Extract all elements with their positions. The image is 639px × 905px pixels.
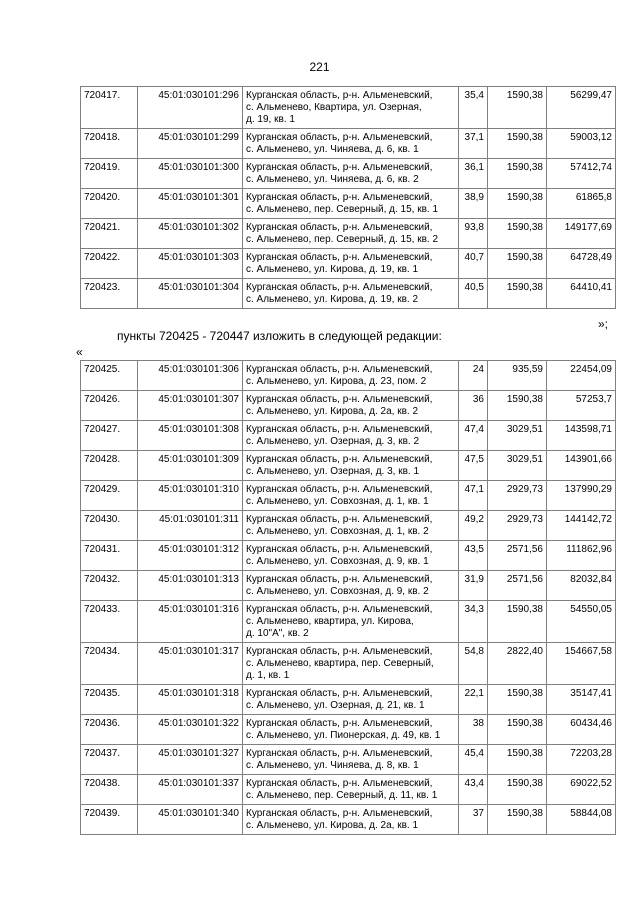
table-row: [81, 571, 616, 601]
price-per-unit-cell: 1590,38: [488, 685, 547, 715]
cadastral-number-cell: 45:01:030101:311: [138, 511, 243, 541]
item-number-cell: 720438.: [81, 775, 138, 805]
item-number-cell: 720427.: [81, 421, 138, 451]
cadastral-number-cell: 45:01:030101:304: [138, 279, 243, 309]
area-cell: 40,5: [459, 279, 488, 309]
cadastral-number-cell: 45:01:030101:301: [138, 189, 243, 219]
area-cell: 40,7: [459, 249, 488, 279]
address-line: Курганская область, р-н. Альменевский,: [246, 544, 433, 555]
area-cell: 38,9: [459, 189, 488, 219]
cadastral-value-cell: 57412,74: [547, 159, 616, 189]
address-line: Курганская область, р-н. Альменевский,: [246, 90, 433, 101]
table-row: [81, 189, 616, 219]
cadastral-value-cell: 58844,08: [547, 805, 616, 835]
cadastral-number-cell: 45:01:030101:337: [138, 775, 243, 805]
address-line: д. 1, кв. 1: [246, 670, 290, 681]
page-number: 221: [309, 60, 330, 74]
area-cell: 43,5: [459, 541, 488, 571]
cadastral-value-cell: 72203,28: [547, 745, 616, 775]
address-line: с. Альменево, пер. Северный, д. 15, кв. 1: [246, 204, 439, 215]
address-line: Курганская область, р-н. Альменевский,: [246, 364, 433, 375]
price-per-unit-cell: 2822,40: [488, 643, 547, 685]
table-row: [81, 643, 616, 685]
price-per-unit-cell: 2571,56: [488, 571, 547, 601]
address-cell: [243, 571, 459, 601]
table-row: [81, 775, 616, 805]
area-cell: 35,4: [459, 87, 488, 129]
item-number-cell: 720423.: [81, 279, 138, 309]
price-per-unit-cell: 2571,56: [488, 541, 547, 571]
area-cell: 38: [459, 715, 488, 745]
cadastral-number-cell: 45:01:030101:317: [138, 643, 243, 685]
table-row: [81, 511, 616, 541]
address-line: Курганская область, р-н. Альменевский,: [246, 424, 433, 435]
cadastral-number-cell: 45:01:030101:296: [138, 87, 243, 129]
amendment-instruction: пункты 720425 - 720447 изложить в следующей редакции:: [117, 329, 442, 343]
address-cell: [243, 511, 459, 541]
area-cell: 49,2: [459, 511, 488, 541]
item-number-cell: 720435.: [81, 685, 138, 715]
address-line: Курганская область, р-н. Альменевский,: [246, 132, 433, 143]
cadastral-number-cell: 45:01:030101:307: [138, 391, 243, 421]
address-cell: [243, 391, 459, 421]
area-cell: 37,1: [459, 129, 488, 159]
address-line: Курганская область, р-н. Альменевский,: [246, 574, 433, 585]
cadastral-number-cell: 45:01:030101:302: [138, 219, 243, 249]
area-cell: 47,4: [459, 421, 488, 451]
area-cell: 47,5: [459, 451, 488, 481]
cadastral-value-cell: 61865,8: [547, 189, 616, 219]
table-row: [81, 685, 616, 715]
address-cell: [243, 451, 459, 481]
address-line: Курганская область, р-н. Альменевский,: [246, 484, 433, 495]
item-number-cell: 720434.: [81, 643, 138, 685]
cadastral-number-cell: 45:01:030101:308: [138, 421, 243, 451]
item-number-cell: 720422.: [81, 249, 138, 279]
table-row: [81, 541, 616, 571]
price-per-unit-cell: 1590,38: [488, 745, 547, 775]
cadastral-value-cell: 22454,09: [547, 361, 616, 391]
area-cell: 34,3: [459, 601, 488, 643]
cadastral-number-cell: 45:01:030101:322: [138, 715, 243, 745]
address-line: д. 10"А", кв. 2: [246, 628, 309, 639]
address-line: с. Альменево, ул. Озерная, д. 3, кв. 1: [246, 466, 420, 477]
address-cell: [243, 685, 459, 715]
area-cell: 54,8: [459, 643, 488, 685]
item-number-cell: 720425.: [81, 361, 138, 391]
item-number-cell: 720419.: [81, 159, 138, 189]
table-row: [81, 129, 616, 159]
price-per-unit-cell: 3029,51: [488, 451, 547, 481]
price-per-unit-cell: 1590,38: [488, 715, 547, 745]
price-per-unit-cell: 1590,38: [488, 391, 547, 421]
table-row: [81, 601, 616, 643]
address-line: с. Альменево, ул. Кирова, д. 19, кв. 1: [246, 264, 419, 275]
cadastral-value-cell: 137990,29: [547, 481, 616, 511]
cadastral-value-cell: 59003,12: [547, 129, 616, 159]
table-row: [81, 745, 616, 775]
property-table-top: [80, 86, 616, 309]
price-per-unit-cell: 1590,38: [488, 279, 547, 309]
address-line: с. Альменево, квартира, ул. Кирова,: [246, 616, 414, 627]
address-line: с. Альменево, квартира, пер. Северный,: [246, 658, 434, 669]
address-cell: [243, 361, 459, 391]
table-row: [81, 279, 616, 309]
item-number-cell: 720421.: [81, 219, 138, 249]
cadastral-value-cell: 154667,58: [547, 643, 616, 685]
cadastral-number-cell: 45:01:030101:316: [138, 601, 243, 643]
address-line: Курганская область, р-н. Альменевский,: [246, 688, 433, 699]
item-number-cell: 720436.: [81, 715, 138, 745]
price-per-unit-cell: 3029,51: [488, 421, 547, 451]
address-line: с. Альменево, ул. Совхозная, д. 1, кв. 1: [246, 496, 429, 507]
address-line: Курганская область, р-н. Альменевский,: [246, 394, 433, 405]
cadastral-number-cell: 45:01:030101:340: [138, 805, 243, 835]
address-cell: [243, 219, 459, 249]
table-row: [81, 805, 616, 835]
item-number-cell: 720431.: [81, 541, 138, 571]
address-line: с. Альменево, ул. Совхозная, д. 1, кв. 2: [246, 526, 429, 537]
cadastral-number-cell: 45:01:030101:327: [138, 745, 243, 775]
address-cell: [243, 601, 459, 643]
cadastral-number-cell: 45:01:030101:318: [138, 685, 243, 715]
price-per-unit-cell: 935,59: [488, 361, 547, 391]
price-per-unit-cell: 1590,38: [488, 775, 547, 805]
area-cell: 47,1: [459, 481, 488, 511]
item-number-cell: 720417.: [81, 87, 138, 129]
address-cell: [243, 249, 459, 279]
cadastral-value-cell: 149177,69: [547, 219, 616, 249]
price-per-unit-cell: 1590,38: [488, 249, 547, 279]
item-number-cell: 720418.: [81, 129, 138, 159]
cadastral-value-cell: 82032,84: [547, 571, 616, 601]
address-cell: [243, 279, 459, 309]
address-line: с. Альменево, пер. Северный, д. 15, кв. 2: [246, 234, 439, 245]
area-cell: 45,4: [459, 745, 488, 775]
cadastral-value-cell: 60434,46: [547, 715, 616, 745]
area-cell: 43,4: [459, 775, 488, 805]
area-cell: 36: [459, 391, 488, 421]
table-row: [81, 421, 616, 451]
cadastral-value-cell: 143901,66: [547, 451, 616, 481]
address-line: с. Альменево, ул. Чиняева, д. 8, кв. 1: [246, 760, 419, 771]
address-line: Курганская область, р-н. Альменевский,: [246, 808, 433, 819]
address-cell: [243, 189, 459, 219]
item-number-cell: 720439.: [81, 805, 138, 835]
cadastral-number-cell: 45:01:030101:313: [138, 571, 243, 601]
table-row: [81, 87, 616, 129]
item-number-cell: 720426.: [81, 391, 138, 421]
address-line: Курганская область, р-н. Альменевский,: [246, 778, 433, 789]
cadastral-number-cell: 45:01:030101:312: [138, 541, 243, 571]
cadastral-value-cell: 111862,96: [547, 541, 616, 571]
address-cell: [243, 87, 459, 129]
address-line: Курганская область, р-н. Альменевский,: [246, 646, 433, 657]
table-row: [81, 361, 616, 391]
cadastral-number-cell: 45:01:030101:306: [138, 361, 243, 391]
cadastral-number-cell: 45:01:030101:303: [138, 249, 243, 279]
price-per-unit-cell: 1590,38: [488, 805, 547, 835]
address-line: Курганская область, р-н. Альменевский,: [246, 282, 433, 293]
address-line: Курганская область, р-н. Альменевский,: [246, 748, 433, 759]
area-cell: 24: [459, 361, 488, 391]
table-row: [81, 715, 616, 745]
price-per-unit-cell: 2929,73: [488, 481, 547, 511]
cadastral-value-cell: 64410,41: [547, 279, 616, 309]
cadastral-value-cell: 143598,71: [547, 421, 616, 451]
item-number-cell: 720429.: [81, 481, 138, 511]
cadastral-value-cell: 144142,72: [547, 511, 616, 541]
address-cell: [243, 481, 459, 511]
price-per-unit-cell: 1590,38: [488, 87, 547, 129]
price-per-unit-cell: 1590,38: [488, 129, 547, 159]
item-number-cell: 720437.: [81, 745, 138, 775]
address-line: с. Альменево, ул. Кирова, д. 23, пом. 2: [246, 376, 427, 387]
address-line: с. Альменево, ул. Кирова, д. 2а, кв. 2: [246, 406, 419, 417]
price-per-unit-cell: 2929,73: [488, 511, 547, 541]
table-row: [81, 391, 616, 421]
address-line: с. Альменево, ул. Кирова, д. 2а, кв. 1: [246, 820, 419, 831]
address-line: Курганская область, р-н. Альменевский,: [246, 222, 433, 233]
table-row: [81, 249, 616, 279]
item-number-cell: 720430.: [81, 511, 138, 541]
property-table-bottom: [80, 360, 616, 835]
address-line: с. Альменево, ул. Чиняева, д. 6, кв. 2: [246, 174, 419, 185]
address-line: с. Альменево, ул. Чиняева, д. 6, кв. 1: [246, 144, 419, 155]
item-number-cell: 720428.: [81, 451, 138, 481]
price-per-unit-cell: 1590,38: [488, 189, 547, 219]
address-cell: [243, 805, 459, 835]
address-line: Курганская область, р-н. Альменевский,: [246, 252, 433, 263]
cadastral-value-cell: 69022,52: [547, 775, 616, 805]
cadastral-value-cell: 56299,47: [547, 87, 616, 129]
address-cell: [243, 775, 459, 805]
cadastral-number-cell: 45:01:030101:309: [138, 451, 243, 481]
address-cell: [243, 745, 459, 775]
address-cell: [243, 541, 459, 571]
address-line: с. Альменево, ул. Совхозная, д. 9, кв. 1: [246, 556, 429, 567]
address-cell: [243, 129, 459, 159]
price-per-unit-cell: 1590,38: [488, 601, 547, 643]
item-number-cell: 720420.: [81, 189, 138, 219]
address-line: с. Альменево, ул. Пионерская, д. 49, кв. 1: [246, 730, 441, 741]
closing-quote-mark: »;: [598, 317, 609, 331]
address-line: Курганская область, р-н. Альменевский,: [246, 192, 433, 203]
address-cell: [243, 643, 459, 685]
cadastral-value-cell: 57253,7: [547, 391, 616, 421]
table-row: [81, 451, 616, 481]
address-line: с. Альменево, ул. Озерная, д. 3, кв. 2: [246, 436, 420, 447]
table-row: [81, 159, 616, 189]
address-line: Курганская область, р-н. Альменевский,: [246, 718, 433, 729]
item-number-cell: 720433.: [81, 601, 138, 643]
address-line: д. 19, кв. 1: [246, 114, 295, 125]
item-number-cell: 720432.: [81, 571, 138, 601]
opening-quote-mark: «: [76, 345, 83, 359]
price-per-unit-cell: 1590,38: [488, 159, 547, 189]
cadastral-number-cell: 45:01:030101:300: [138, 159, 243, 189]
cadastral-number-cell: 45:01:030101:310: [138, 481, 243, 511]
address-line: с. Альменево, ул. Совхозная, д. 9, кв. 2: [246, 586, 429, 597]
area-cell: 22,1: [459, 685, 488, 715]
cadastral-number-cell: 45:01:030101:299: [138, 129, 243, 159]
address-line: с. Альменево, ул. Кирова, д. 19, кв. 2: [246, 294, 419, 305]
area-cell: 37: [459, 805, 488, 835]
area-cell: 93,8: [459, 219, 488, 249]
address-line: с. Альменево, ул. Озерная, д. 21, кв. 1: [246, 700, 425, 711]
cadastral-value-cell: 64728,49: [547, 249, 616, 279]
address-line: Курганская область, р-н. Альменевский,: [246, 604, 433, 615]
address-cell: [243, 159, 459, 189]
address-line: с. Альменево, пер. Северный, д. 11, кв. 1: [246, 790, 438, 801]
address-line: Курганская область, р-н. Альменевский,: [246, 514, 433, 525]
cadastral-value-cell: 35147,41: [547, 685, 616, 715]
address-line: с. Альменево, Квартира, ул. Озерная,: [246, 102, 422, 113]
price-per-unit-cell: 1590,38: [488, 219, 547, 249]
area-cell: 31,9: [459, 571, 488, 601]
area-cell: 36,1: [459, 159, 488, 189]
table-row: [81, 219, 616, 249]
address-line: Курганская область, р-н. Альменевский,: [246, 454, 433, 465]
address-cell: [243, 421, 459, 451]
table-row: [81, 481, 616, 511]
address-cell: [243, 715, 459, 745]
cadastral-value-cell: 54550,05: [547, 601, 616, 643]
address-line: Курганская область, р-н. Альменевский,: [246, 162, 433, 173]
